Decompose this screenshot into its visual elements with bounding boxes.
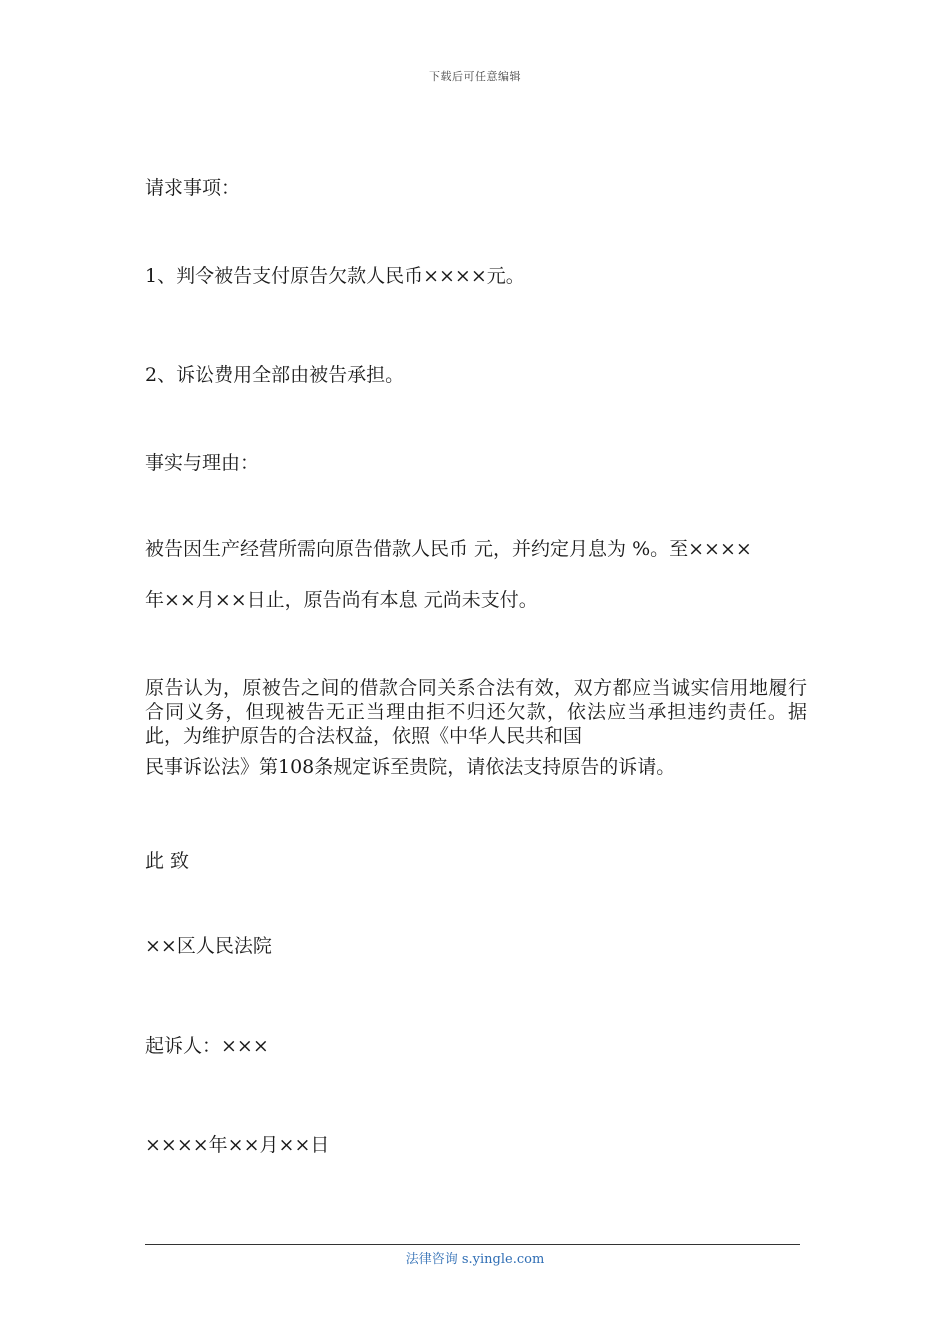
- footer-divider: [145, 1244, 800, 1245]
- footer-link[interactable]: 法律咨询 s.yingle.com: [405, 1252, 545, 1267]
- header-note: 下载后可任意编辑: [429, 70, 521, 83]
- facts-line-1: 被告因生产经营所需向原告借款人民币 元，并约定月息为 %。至××××: [145, 538, 752, 560]
- facts-line-2: 年××月××日止，原告尚有本息 元尚未支付。: [145, 589, 538, 611]
- facts-heading: 事实与理由：: [145, 452, 260, 474]
- reasoning-main: 原告认为，原被告之间的借款合同关系合法有效，双方都应当诚实信用地履行合同义务，但现被告无正当理由拒不归还欠款，依法应当承担违约责任。据此，为维护原告的合法权益，依照《中华人民共和国: [145, 677, 807, 747]
- plaintiff-signature: 起诉人：×××: [145, 1035, 269, 1057]
- court-name: ××区人民法院: [145, 935, 272, 957]
- claim-item-2: 2、诉讼费用全部由被告承担。: [145, 364, 405, 386]
- claims-heading: 请求事项：: [145, 177, 241, 199]
- reasoning-paragraph: [145, 676, 807, 779]
- claim-item-1: 1、判令被告支付原告欠款人民币××××元。: [145, 265, 525, 287]
- reasoning-last-line: 民事诉讼法》第108条规定诉至贵院，请依法支持原告的诉请。: [145, 756, 676, 778]
- salutation: 此 致: [145, 850, 190, 872]
- filing-date: ××××年××月××日: [145, 1134, 330, 1156]
